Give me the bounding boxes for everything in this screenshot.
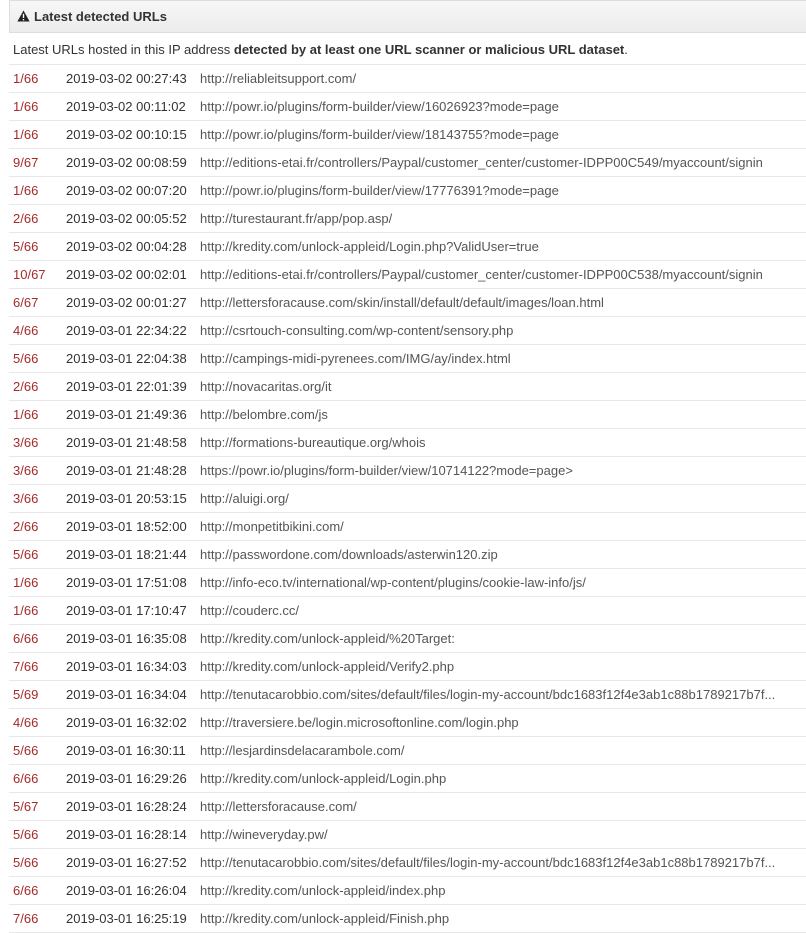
detection-ratio: 5/66 — [9, 233, 66, 261]
table-row — [9, 737, 806, 765]
table-row — [9, 65, 806, 93]
detected-url[interactable]: http://powr.io/plugins/form-builder/view/16026923?mode=page — [200, 93, 806, 121]
table-row — [9, 569, 806, 597]
detected-url[interactable]: http://tenutacarobbio.com/sites/default/files/login-my-account/bdc1683f12f4e3ab1c88b1789217b7f... — [200, 681, 806, 709]
table-row — [9, 877, 806, 905]
table-row — [9, 653, 806, 681]
table-row — [9, 261, 806, 289]
scan-date: 2019-03-01 16:30:11 — [66, 737, 200, 765]
scan-date: 2019-03-01 16:27:52 — [66, 849, 200, 877]
scan-date: 2019-03-01 21:49:36 — [66, 401, 200, 429]
detection-ratio: 9/67 — [9, 149, 66, 177]
scan-date: 2019-03-01 22:04:38 — [66, 345, 200, 373]
table-row — [9, 625, 806, 653]
detection-ratio: 3/66 — [9, 485, 66, 513]
detection-ratio: 6/66 — [9, 877, 66, 905]
detection-ratio: 1/66 — [9, 121, 66, 149]
detected-url[interactable]: http://aluigi.org/ — [200, 485, 806, 513]
detected-url[interactable]: http://powr.io/plugins/form-builder/view/17776391?mode=page — [200, 177, 806, 205]
table-row — [9, 513, 806, 541]
detected-url[interactable]: http://formations-bureautique.org/whois — [200, 429, 806, 457]
scan-date: 2019-03-02 00:07:20 — [66, 177, 200, 205]
detected-url[interactable]: http://info-eco.tv/international/wp-content/plugins/cookie-law-info/js/ — [200, 569, 806, 597]
scan-date: 2019-03-02 00:04:28 — [66, 233, 200, 261]
scan-date: 2019-03-02 00:05:52 — [66, 205, 200, 233]
table-row — [9, 793, 806, 821]
detected-url[interactable]: http://wineveryday.pw/ — [200, 821, 806, 849]
detected-url[interactable]: http://lettersforacause.com/ — [200, 793, 806, 821]
detected-url[interactable]: http://kredity.com/unlock-appleid/Login.php — [200, 765, 806, 793]
detected-url[interactable]: http://editions-etai.fr/controllers/Paypal/customer_center/customer-IDPP00C549/myaccount/signin — [200, 149, 806, 177]
table-row — [9, 205, 806, 233]
detected-url[interactable]: http://kredity.com/unlock-appleid/Login.php?ValidUser=true — [200, 233, 806, 261]
panel-heading — [9, 0, 806, 33]
detection-ratio: 5/66 — [9, 345, 66, 373]
table-row — [9, 485, 806, 513]
table-row — [9, 429, 806, 457]
scan-date: 2019-03-01 17:10:47 — [66, 597, 200, 625]
table-row — [9, 849, 806, 877]
intro-end: . — [624, 42, 628, 57]
scan-date: 2019-03-01 21:48:28 — [66, 457, 200, 485]
scan-date: 2019-03-01 21:48:58 — [66, 429, 200, 457]
detection-ratio: 6/66 — [9, 625, 66, 653]
detection-ratio: 3/66 — [9, 429, 66, 457]
detected-url[interactable]: http://belombre.com/js — [200, 401, 806, 429]
scan-date: 2019-03-01 16:29:26 — [66, 765, 200, 793]
detected-url[interactable]: https://powr.io/plugins/form-builder/view/10714122?mode=page> — [200, 457, 806, 485]
detection-ratio: 4/66 — [9, 317, 66, 345]
detection-ratio: 7/66 — [9, 653, 66, 681]
scan-date: 2019-03-02 00:08:59 — [66, 149, 200, 177]
detection-ratio: 5/67 — [9, 793, 66, 821]
scan-date: 2019-03-01 18:21:44 — [66, 541, 200, 569]
table-row — [9, 93, 806, 121]
table-row — [9, 149, 806, 177]
table-row — [9, 541, 806, 569]
detected-url[interactable]: http://turestaurant.fr/app/pop.asp/ — [200, 205, 806, 233]
table-row — [9, 821, 806, 849]
table-row — [9, 373, 806, 401]
detected-url[interactable]: http://traversiere.be/login.microsoftonline.com/login.php — [200, 709, 806, 737]
detection-ratio: 10/67 — [9, 261, 66, 289]
table-row — [9, 317, 806, 345]
scan-date: 2019-03-01 18:52:00 — [66, 513, 200, 541]
table-row — [9, 709, 806, 737]
scan-date: 2019-03-01 17:51:08 — [66, 569, 200, 597]
intro-text — [9, 42, 806, 65]
table-row — [9, 765, 806, 793]
detection-ratio: 5/66 — [9, 737, 66, 765]
detection-ratio: 5/66 — [9, 541, 66, 569]
detection-ratio: 1/66 — [9, 93, 66, 121]
table-row — [9, 457, 806, 485]
detection-ratio: 5/66 — [9, 849, 66, 877]
intro-bold: detected by at least one URL scanner or malicious URL dataset — [233, 42, 625, 57]
scan-date: 2019-03-02 00:10:15 — [66, 121, 200, 149]
scan-date: 2019-03-01 20:53:15 — [66, 485, 200, 513]
table-row — [9, 289, 806, 317]
scan-date: 2019-03-01 16:35:08 — [66, 625, 200, 653]
table-row — [9, 345, 806, 373]
scan-date: 2019-03-01 16:34:03 — [66, 653, 200, 681]
detection-ratio: 1/66 — [9, 569, 66, 597]
scan-date: 2019-03-01 16:26:04 — [66, 877, 200, 905]
scan-date: 2019-03-01 16:25:19 — [66, 905, 200, 933]
detected-urls-table — [9, 65, 806, 933]
detection-ratio: 1/66 — [9, 597, 66, 625]
detected-url[interactable]: http://kredity.com/unlock-appleid/%20Target: — [200, 625, 806, 653]
detection-ratio: 6/66 — [9, 765, 66, 793]
detection-ratio: 7/66 — [9, 905, 66, 933]
scan-date: 2019-03-01 22:01:39 — [66, 373, 200, 401]
detected-url[interactable]: http://tenutacarobbio.com/sites/default/files/login-my-account/bdc1683f12f4e3ab1c88b1789217b7f... — [200, 849, 806, 877]
detected-url[interactable]: http://campings-midi-pyrenees.com/IMG/ay/index.html — [200, 345, 806, 373]
detected-url[interactable]: http://powr.io/plugins/form-builder/view/18143755?mode=page — [200, 121, 806, 149]
scan-date: 2019-03-01 16:32:02 — [66, 709, 200, 737]
scan-date: 2019-03-01 16:28:14 — [66, 821, 200, 849]
detected-url[interactable]: http://couderc.cc/ — [200, 597, 806, 625]
detection-ratio: 1/66 — [9, 401, 66, 429]
table-row — [9, 233, 806, 261]
scan-date: 2019-03-02 00:01:27 — [66, 289, 200, 317]
detection-ratio: 4/66 — [9, 709, 66, 737]
detection-ratio: 1/66 — [9, 177, 66, 205]
detection-ratio: 5/69 — [9, 681, 66, 709]
detected-url[interactable]: http://csrtouch-consulting.com/wp-content/sensory.php — [200, 317, 806, 345]
detected-url[interactable]: http://passwordone.com/downloads/asterwin120.zip — [200, 541, 806, 569]
detection-ratio: 6/67 — [9, 289, 66, 317]
warning-icon — [17, 10, 30, 22]
detected-url[interactable]: http://kredity.com/unlock-appleid/Verify2.php — [200, 653, 806, 681]
scan-date: 2019-03-01 16:28:24 — [66, 793, 200, 821]
scan-date: 2019-03-01 16:34:04 — [66, 681, 200, 709]
scan-date: 2019-03-01 22:34:22 — [66, 317, 200, 345]
detection-ratio: 1/66 — [9, 65, 66, 93]
detected-url[interactable]: http://kredity.com/unlock-appleid/index.php — [200, 877, 806, 905]
scan-date: 2019-03-02 00:02:01 — [66, 261, 200, 289]
detected-url[interactable]: http://lesjardinsdelacarambole.com/ — [200, 737, 806, 765]
scan-date: 2019-03-02 00:11:02 — [66, 93, 200, 121]
detection-ratio: 3/66 — [9, 457, 66, 485]
intro-plain: Latest URLs hosted in this IP address — [13, 42, 234, 57]
table-row — [9, 121, 806, 149]
detected-urls-body — [9, 65, 806, 933]
detection-ratio: 2/66 — [9, 373, 66, 401]
table-row — [9, 681, 806, 709]
table-row — [9, 177, 806, 205]
table-row — [9, 401, 806, 429]
table-row — [9, 905, 806, 933]
detection-ratio: 2/66 — [9, 205, 66, 233]
detected-url[interactable]: http://reliableitsupport.com/ — [200, 65, 806, 93]
detected-url[interactable]: http://editions-etai.fr/controllers/Paypal/customer_center/customer-IDPP00C538/myaccount/signin — [200, 261, 806, 289]
panel-title: Latest detected URLs — [34, 9, 167, 24]
detected-url[interactable]: http://lettersforacause.com/skin/install/default/default/images/loan.html — [200, 289, 806, 317]
detected-url[interactable]: http://novacaritas.org/it — [200, 373, 806, 401]
table-row — [9, 597, 806, 625]
latest-detected-urls-panel — [9, 0, 806, 933]
detected-url[interactable]: http://monpetitbikini.com/ — [200, 513, 806, 541]
detection-ratio: 2/66 — [9, 513, 66, 541]
detection-ratio: 5/66 — [9, 821, 66, 849]
scan-date: 2019-03-02 00:27:43 — [66, 65, 200, 93]
detected-url[interactable]: http://kredity.com/unlock-appleid/Finish.php — [200, 905, 806, 933]
